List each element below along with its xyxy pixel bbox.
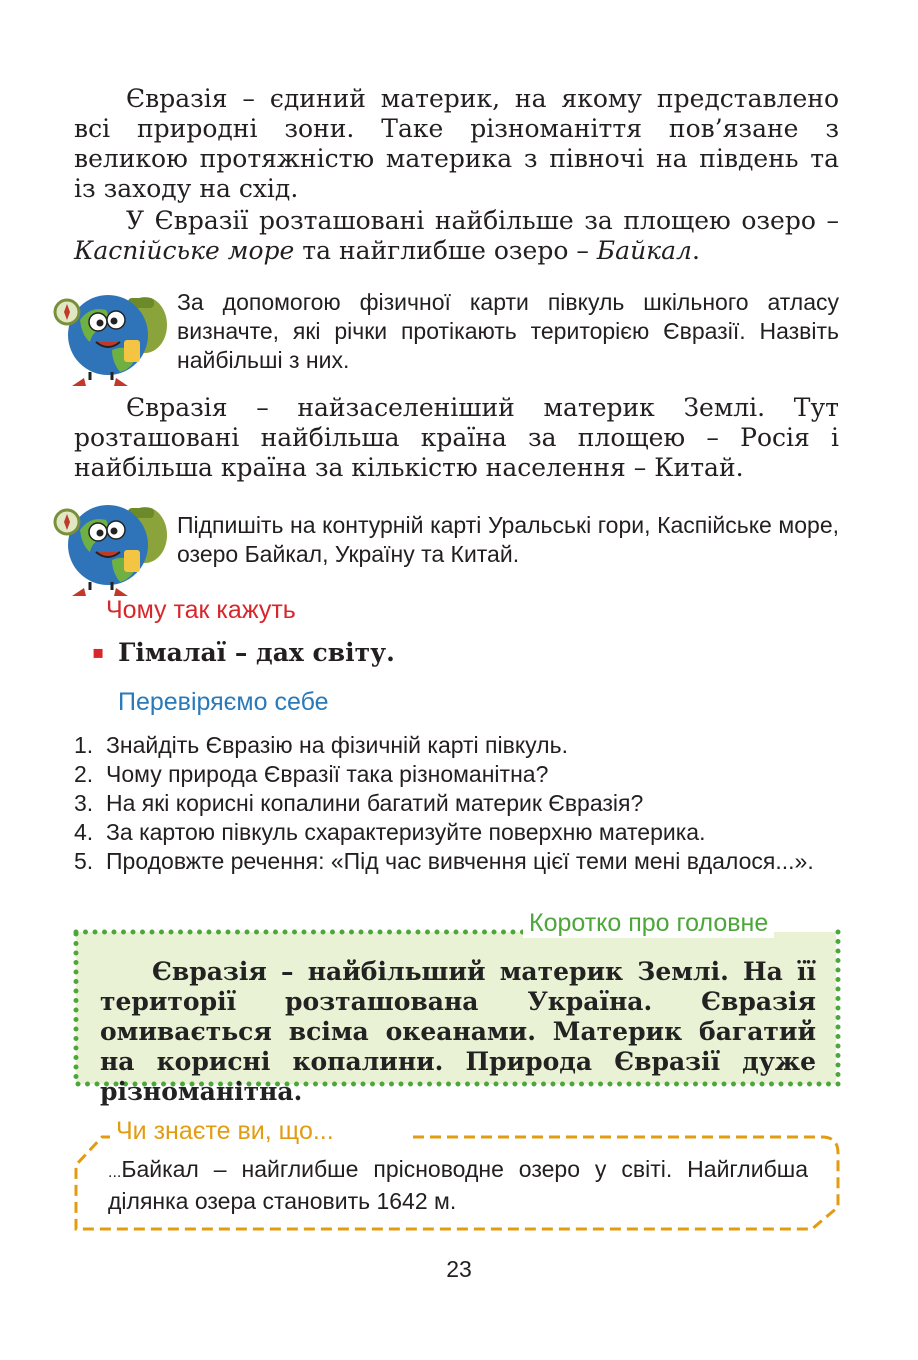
selfcheck-heading: Перевіряємо себе: [118, 688, 329, 716]
saying-item: [92, 638, 395, 671]
baikal-term: Байкал: [596, 236, 692, 265]
question-item: [74, 789, 839, 818]
lakes-text-end: .: [691, 236, 700, 265]
intro-paragraph: Євразія – єдиний материк, на якому представлено всі природні зони. Таке різноманіття пов’язане з великою протяжністю материка з півночі на південь та із заходу на схід.: [74, 84, 839, 203]
fact-text: [108, 1155, 808, 1216]
page-number: 23: [446, 1256, 472, 1282]
question-item: [74, 760, 839, 789]
population-paragraph: Євразія – найзаселеніший материк Землі. Тут розташовані найбільша країна за площею – Росія і найбільша країна за кількістю населення – Китай.: [74, 393, 839, 482]
saying-heading: Чому так кажуть: [106, 596, 296, 624]
lakes-text-start: У Євразії розташовані найбільше за площею озеро –: [126, 206, 839, 235]
globe-mascot-icon: [50, 280, 168, 390]
lakes-paragraph: [74, 206, 839, 266]
question-text: Чому природа Євразії така різноманітна?: [106, 761, 549, 787]
question-item: [74, 847, 839, 876]
question-number: 3.: [74, 790, 94, 816]
question-text: Знайдіть Євразію на фізичній карті півкуль.: [106, 732, 568, 758]
question-item: [74, 731, 839, 760]
question-number: 2.: [74, 761, 94, 787]
task-rivers: За допомогою фізичної карти півкуль шкільного атласу визначте, які річки протікають територією Євразії. Назвіть найбільші з них.: [177, 289, 839, 373]
question-text: Продовжте речення: «Під час вивчення цієї теми мені вдалося...».: [106, 848, 814, 874]
summary-text: Євразія – найбільший материк Землі. На її території розташована Україна. Євразія омивається всіма океанами. Материк багатий на корисні копалини. Природа Євразії дуже різноманітна.: [100, 957, 816, 1106]
fact-body: Байкал – найглибше прісноводне озеро у світі. Найглибша ділянка озера становить 1642 м.: [108, 1156, 808, 1214]
summary-heading: Коротко про головне: [523, 909, 774, 938]
lakes-text-middle: та найглибше озеро –: [302, 236, 589, 265]
question-number: 1.: [74, 732, 94, 758]
selfcheck-questions: [74, 731, 839, 876]
question-item: [74, 818, 839, 847]
question-number: 4.: [74, 819, 94, 845]
fact-ellipsis: ...: [108, 1164, 122, 1181]
saying-bullet: ▪: [92, 642, 105, 663]
fact-heading: Чи знаєте ви, що...: [112, 1117, 338, 1146]
question-text: За картою півкуль схарактеризуйте поверхню материка.: [106, 819, 706, 845]
globe-mascot-icon: [50, 490, 168, 600]
caspian-sea-term: Каспійське море: [74, 236, 295, 265]
question-number: 5.: [74, 848, 94, 874]
saying-text: Гімалаї – дах світу.: [118, 638, 395, 667]
question-text: На які корисні копалини багатий материк Євразія?: [106, 790, 644, 816]
task-contour-map: Підпишіть на контурній карті Уральські гори, Каспійське море, озеро Байкал, Україну та Китай.: [177, 512, 839, 567]
